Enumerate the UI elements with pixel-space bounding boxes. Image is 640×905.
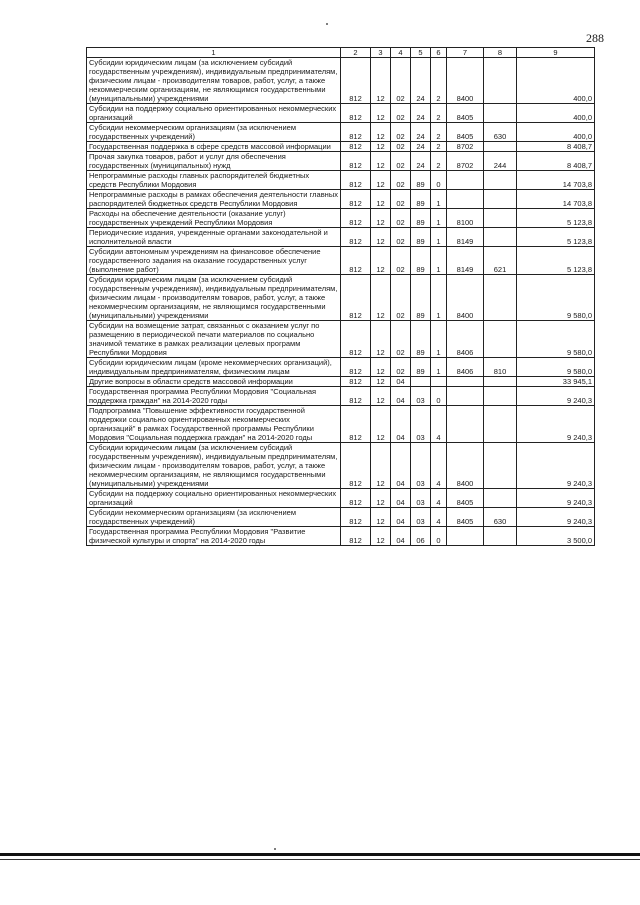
cell-subprogram: 1 [431, 275, 447, 321]
cell-ministry-code: 812 [341, 152, 371, 171]
cell-subprogram: 1 [431, 190, 447, 209]
cell-target-article: 8405 [447, 123, 484, 142]
cell-section: 12 [371, 190, 391, 209]
cell-subsection: 02 [391, 228, 411, 247]
cell-ministry-code: 812 [341, 275, 371, 321]
table-row [87, 527, 595, 546]
row-description: Субсидии на поддержку социально ориентированных некоммерческих организаций [87, 104, 341, 123]
cell-program: 03 [411, 387, 431, 406]
cell-section: 12 [371, 508, 391, 527]
cell-subsection: 02 [391, 104, 411, 123]
table-row [87, 489, 595, 508]
cell-ministry-code: 812 [341, 190, 371, 209]
row-description: Субсидии юридическим лицам (кроме некоммерческих организаций), индивидуальным предпринимателям, физическим лицам [87, 358, 341, 377]
cell-target-article [447, 190, 484, 209]
cell-program: 03 [411, 443, 431, 489]
header-col-8: 8 [484, 48, 517, 58]
cell-amount: 9 240,3 [517, 387, 595, 406]
cell-amount: 9 580,0 [517, 358, 595, 377]
cell-target-article: 8405 [447, 489, 484, 508]
cell-target-article: 8406 [447, 358, 484, 377]
cell-subsection: 02 [391, 123, 411, 142]
cell-subprogram: 4 [431, 508, 447, 527]
cell-expense-type [484, 275, 517, 321]
header-col-6: 6 [431, 48, 447, 58]
cell-ministry-code: 812 [341, 228, 371, 247]
cell-program: 24 [411, 123, 431, 142]
cell-amount: 33 945,1 [517, 377, 595, 387]
cell-amount: 9 240,3 [517, 406, 595, 443]
cell-target-article: 8400 [447, 275, 484, 321]
cell-amount: 9 240,3 [517, 508, 595, 527]
table-row [87, 377, 595, 387]
cell-subprogram: 1 [431, 228, 447, 247]
row-description: Государственная поддержка в сфере средств массовой информации [87, 142, 341, 152]
cell-subsection: 02 [391, 209, 411, 228]
row-description: Непрограммные расходы главных распорядителей бюджетных средств Республики Мордовия [87, 171, 341, 190]
cell-ministry-code: 812 [341, 209, 371, 228]
budget-table [86, 47, 595, 546]
table-row [87, 247, 595, 275]
row-description: Субсидии на поддержку социально ориентированных некоммерческих организаций [87, 489, 341, 508]
table-row [87, 275, 595, 321]
table-row [87, 58, 595, 104]
cell-target-article: 8405 [447, 104, 484, 123]
table-row [87, 387, 595, 406]
cell-expense-type [484, 228, 517, 247]
header-col-5: 5 [411, 48, 431, 58]
cell-section: 12 [371, 123, 391, 142]
row-description: Прочая закупка товаров, работ и услуг для обеспечения государственных (муниципальных) нужд [87, 152, 341, 171]
page-number: 288 [586, 31, 604, 45]
header-col-3: 3 [371, 48, 391, 58]
cell-amount: 5 123,8 [517, 247, 595, 275]
cell-subprogram: 0 [431, 387, 447, 406]
table-row [87, 123, 595, 142]
cell-subsection: 04 [391, 377, 411, 387]
cell-target-article [447, 406, 484, 443]
cell-ministry-code: 812 [341, 321, 371, 358]
cell-expense-type [484, 443, 517, 489]
table-row [87, 104, 595, 123]
cell-target-article: 8149 [447, 228, 484, 247]
cell-ministry-code: 812 [341, 377, 371, 387]
row-description: Государственная программа Республики Мордовия "Развитие физической культуры и спорта" на 2014-2020 годы [87, 527, 341, 546]
header-col-4: 4 [391, 48, 411, 58]
header-col-7: 7 [447, 48, 484, 58]
cell-subsection: 04 [391, 387, 411, 406]
row-description: Субсидии некоммерческим организациям (за исключением государственных учреждений) [87, 123, 341, 142]
header-col-1: 1 [87, 48, 341, 58]
table-row [87, 358, 595, 377]
header-col-2: 2 [341, 48, 371, 58]
cell-subsection: 02 [391, 58, 411, 104]
table-row [87, 228, 595, 247]
bottom-rule-thick [0, 853, 640, 856]
cell-expense-type [484, 377, 517, 387]
cell-section: 12 [371, 104, 391, 123]
cell-ministry-code: 812 [341, 171, 371, 190]
cell-program: 03 [411, 489, 431, 508]
cell-subprogram: 0 [431, 527, 447, 546]
table-row [87, 190, 595, 209]
scan-speck [274, 848, 276, 850]
cell-expense-type: 621 [484, 247, 517, 275]
cell-section: 12 [371, 171, 391, 190]
cell-amount: 400,0 [517, 104, 595, 123]
row-description: Периодические издания, учрежденные органами законодательной и исполнительной власти [87, 228, 341, 247]
table-row [87, 321, 595, 358]
cell-expense-type: 810 [484, 358, 517, 377]
row-description: Государственная программа Республики Мордовия "Социальная поддержка граждан" на 2014-2020 годы [87, 387, 341, 406]
cell-target-article: 8405 [447, 508, 484, 527]
cell-section: 12 [371, 387, 391, 406]
cell-subprogram: 2 [431, 58, 447, 104]
cell-amount: 14 703,8 [517, 190, 595, 209]
cell-section: 12 [371, 142, 391, 152]
cell-ministry-code: 812 [341, 58, 371, 104]
cell-ministry-code: 812 [341, 247, 371, 275]
cell-expense-type [484, 171, 517, 190]
cell-subprogram [431, 377, 447, 387]
cell-subprogram: 0 [431, 171, 447, 190]
cell-subsection: 02 [391, 247, 411, 275]
cell-subprogram: 2 [431, 104, 447, 123]
cell-amount: 5 123,8 [517, 228, 595, 247]
cell-section: 12 [371, 247, 391, 275]
table-row [87, 171, 595, 190]
cell-subprogram: 4 [431, 443, 447, 489]
cell-section: 12 [371, 406, 391, 443]
cell-subsection: 02 [391, 321, 411, 358]
table-row [87, 209, 595, 228]
cell-amount: 9 580,0 [517, 321, 595, 358]
cell-section: 12 [371, 275, 391, 321]
cell-target-article [447, 171, 484, 190]
cell-subsection: 04 [391, 527, 411, 546]
table-row [87, 152, 595, 171]
cell-target-article: 8406 [447, 321, 484, 358]
table-body [87, 58, 595, 546]
cell-amount: 8 408,7 [517, 152, 595, 171]
cell-program [411, 377, 431, 387]
row-description: Расходы на обеспечение деятельности (оказание услуг) государственных учреждений Республики Мордовия [87, 209, 341, 228]
cell-subsection: 02 [391, 358, 411, 377]
cell-amount: 9 580,0 [517, 275, 595, 321]
cell-subprogram: 2 [431, 152, 447, 171]
cell-program: 24 [411, 104, 431, 123]
row-description: Подпрограмма "Повышение эффективности государственной поддержки социально ориентированных некоммерческих организаций" в рамках Государственной программы Республики Мордовия "Социальная поддержка граждан" на 2014-2020 годы [87, 406, 341, 443]
cell-ministry-code: 812 [341, 406, 371, 443]
cell-program: 89 [411, 358, 431, 377]
cell-subsection: 02 [391, 190, 411, 209]
cell-expense-type: 244 [484, 152, 517, 171]
cell-program: 24 [411, 142, 431, 152]
cell-section: 12 [371, 228, 391, 247]
cell-subsection: 04 [391, 443, 411, 489]
cell-ministry-code: 812 [341, 142, 371, 152]
cell-subprogram: 4 [431, 489, 447, 508]
table-row [87, 142, 595, 152]
cell-ministry-code: 812 [341, 489, 371, 508]
cell-expense-type [484, 104, 517, 123]
cell-target-article [447, 377, 484, 387]
header-col-9: 9 [517, 48, 595, 58]
cell-subprogram: 1 [431, 247, 447, 275]
bottom-rule-thin [0, 859, 640, 860]
row-description: Субсидии юридическим лицам (за исключением субсидий государственным учреждениям), индивидуальным предпринимателям, физическим лицам - производителям товаров, работ, услуг, а также некоммерческим организациям, не являющимся государственными (муниципальными) учреждениями [87, 58, 341, 104]
row-description: Субсидии юридическим лицам (за исключением субсидий государственным учреждениям), индивидуальным предпринимателям, физическим лицам - производителям товаров, работ, услуг, а также некоммерческим организациям, не являющимся государственными (муниципальными) учреждениями [87, 443, 341, 489]
cell-program: 89 [411, 275, 431, 321]
cell-target-article [447, 387, 484, 406]
cell-ministry-code: 812 [341, 443, 371, 489]
cell-program: 89 [411, 228, 431, 247]
scan-speck [326, 23, 328, 25]
cell-program: 89 [411, 321, 431, 358]
cell-target-article: 8100 [447, 209, 484, 228]
cell-subsection: 04 [391, 406, 411, 443]
cell-expense-type [484, 142, 517, 152]
row-description: Субсидии автономным учреждениям на финансовое обеспечение государственного задания на оказание государственных услуг (выполнение работ) [87, 247, 341, 275]
cell-subprogram: 1 [431, 209, 447, 228]
cell-subprogram: 1 [431, 321, 447, 358]
cell-section: 12 [371, 209, 391, 228]
cell-section: 12 [371, 321, 391, 358]
cell-expense-type [484, 321, 517, 358]
cell-expense-type [484, 190, 517, 209]
row-description: Субсидии на возмещение затрат, связанных с оказанием услуг по размещению в периодической печати материалов по социально значимой тематике в рамках реализации целевых программ Республики Мордовия [87, 321, 341, 358]
cell-target-article: 8400 [447, 443, 484, 489]
cell-ministry-code: 812 [341, 104, 371, 123]
cell-program: 03 [411, 406, 431, 443]
row-description: Непрограммные расходы в рамках обеспечения деятельности главных распорядителей бюджетных средств Республики Мордовия [87, 190, 341, 209]
cell-amount: 8 408,7 [517, 142, 595, 152]
cell-subsection: 04 [391, 489, 411, 508]
cell-subsection: 02 [391, 142, 411, 152]
cell-expense-type: 630 [484, 508, 517, 527]
cell-ministry-code: 812 [341, 358, 371, 377]
cell-program: 89 [411, 247, 431, 275]
cell-expense-type [484, 489, 517, 508]
cell-program: 89 [411, 190, 431, 209]
cell-target-article: 8149 [447, 247, 484, 275]
cell-ministry-code: 812 [341, 123, 371, 142]
cell-expense-type [484, 406, 517, 443]
cell-expense-type [484, 58, 517, 104]
cell-program: 24 [411, 152, 431, 171]
cell-section: 12 [371, 489, 391, 508]
cell-subsection: 02 [391, 275, 411, 321]
cell-expense-type [484, 527, 517, 546]
cell-subsection: 02 [391, 171, 411, 190]
cell-ministry-code: 812 [341, 527, 371, 546]
cell-ministry-code: 812 [341, 508, 371, 527]
cell-expense-type: 630 [484, 123, 517, 142]
cell-target-article: 8702 [447, 152, 484, 171]
cell-section: 12 [371, 358, 391, 377]
cell-amount: 9 240,3 [517, 443, 595, 489]
cell-program: 89 [411, 171, 431, 190]
cell-amount: 3 500,0 [517, 527, 595, 546]
cell-program: 03 [411, 508, 431, 527]
row-description: Другие вопросы в области средств массовой информации [87, 377, 341, 387]
cell-amount: 9 240,3 [517, 489, 595, 508]
cell-section: 12 [371, 152, 391, 171]
cell-subprogram: 2 [431, 142, 447, 152]
cell-subprogram: 4 [431, 406, 447, 443]
cell-program: 24 [411, 58, 431, 104]
cell-section: 12 [371, 58, 391, 104]
table-row [87, 508, 595, 527]
cell-ministry-code: 812 [341, 387, 371, 406]
cell-expense-type [484, 387, 517, 406]
cell-program: 89 [411, 209, 431, 228]
cell-amount: 400,0 [517, 58, 595, 104]
cell-amount: 5 123,8 [517, 209, 595, 228]
cell-amount: 400,0 [517, 123, 595, 142]
cell-section: 12 [371, 377, 391, 387]
cell-subprogram: 1 [431, 358, 447, 377]
cell-section: 12 [371, 527, 391, 546]
cell-amount: 14 703,8 [517, 171, 595, 190]
cell-subsection: 02 [391, 152, 411, 171]
cell-expense-type [484, 209, 517, 228]
cell-target-article [447, 527, 484, 546]
cell-subsection: 04 [391, 508, 411, 527]
cell-target-article: 8400 [447, 58, 484, 104]
cell-program: 06 [411, 527, 431, 546]
row-description: Субсидии некоммерческим организациям (за исключением государственных учреждений) [87, 508, 341, 527]
cell-section: 12 [371, 443, 391, 489]
row-description: Субсидии юридическим лицам (за исключением субсидий государственным учреждениям), индивидуальным предпринимателям, физическим лицам - производителям товаров, работ, услуг, а также некоммерческим организациям, не являющимся государственными (муниципальными) учреждениями [87, 275, 341, 321]
cell-subprogram: 2 [431, 123, 447, 142]
table-header-row [87, 48, 595, 58]
cell-target-article: 8702 [447, 142, 484, 152]
table-row [87, 443, 595, 489]
table-row [87, 406, 595, 443]
